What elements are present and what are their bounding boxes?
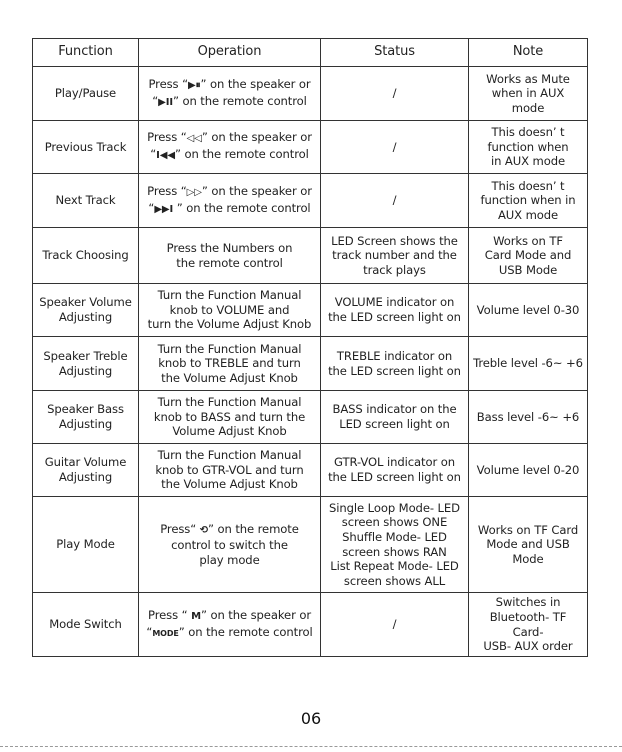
table-row (33, 121, 588, 174)
mode-remote-icon: MODE (152, 628, 179, 638)
note-cell: Bass level -6~ +6 (469, 391, 588, 444)
previous-speaker-icon: ◁◁ (186, 133, 202, 145)
status-cell: / (321, 67, 469, 121)
next-remote-icon: ▶▶I (154, 203, 174, 215)
table-row (33, 228, 588, 284)
page-edge-divider (0, 746, 622, 747)
note-cell: This doesn’ t function when in AUX mode (469, 174, 588, 228)
status-cell: / (321, 174, 469, 228)
note-cell: Works as Mute when in AUX mode (469, 67, 588, 121)
function-cell: Speaker Treble Adjusting (33, 337, 139, 391)
header-function: Function (33, 39, 139, 67)
operation-cell: Turn the Function Manual knob to VOLUME and turn the Volume Adjust Knob (139, 284, 321, 337)
table-row (33, 174, 588, 228)
operation-cell: Press “ M” on the speaker or “MODE” on the remote control (139, 593, 321, 657)
page-number: 06 (300, 709, 322, 728)
function-cell: Speaker Bass Adjusting (33, 391, 139, 444)
status-cell: GTR-VOL indicator on the LED screen light on (321, 444, 469, 497)
function-cell: Play Mode (33, 497, 139, 593)
note-cell: Works on TF Card Mode and USB Mode (469, 497, 588, 593)
header-status: Status (321, 39, 469, 67)
note-cell: Volume level 0-30 (469, 284, 588, 337)
operation-cell: Press “◁◁” on the speaker or “I◀◀” on the remote control (139, 121, 321, 174)
table-header-row (33, 39, 588, 67)
note-cell: Works on TF Card Mode and USB Mode (469, 228, 588, 284)
table-row (33, 391, 588, 444)
function-cell: Next Track (33, 174, 139, 228)
status-cell: VOLUME indicator on the LED screen light on (321, 284, 469, 337)
function-cell: Previous Track (33, 121, 139, 174)
operation-cell: Press “▶⏸” on the speaker or “▶II” on the remote control (139, 67, 321, 121)
operation-cell: Turn the Function Manual knob to BASS and turn the Volume Adjust Knob (139, 391, 321, 444)
table-row (33, 444, 588, 497)
play-pause-speaker-icon: ▶⏸ (188, 79, 201, 91)
status-cell: / (321, 593, 469, 657)
status-cell: / (321, 121, 469, 174)
status-cell: Single Loop Mode- LED screen shows ONE Shuffle Mode- LED screen shows RAN List Repeat Mode- LED screen shows ALL (321, 497, 469, 593)
function-cell: Guitar Volume Adjusting (33, 444, 139, 497)
table-row (33, 497, 588, 593)
play-pause-remote-icon: ▶II (158, 96, 173, 108)
previous-remote-icon: I◀◀ (156, 150, 175, 161)
function-cell: Speaker Volume Adjusting (33, 284, 139, 337)
operation-cell: Turn the Function Manual knob to GTR-VOL and turn the Volume Adjust Knob (139, 444, 321, 497)
note-cell: Volume level 0-20 (469, 444, 588, 497)
table-row (33, 284, 588, 337)
operation-cell: Press the Numbers on the remote control (139, 228, 321, 284)
header-operation: Operation (139, 39, 321, 67)
note-cell: This doesn’ t function when in AUX mode (469, 121, 588, 174)
mode-speaker-icon: M (191, 610, 201, 622)
operation-cell: Press“ ⟲” on the remote control to switch the play mode (139, 497, 321, 593)
status-cell: BASS indicator on the LED screen light on (321, 391, 469, 444)
note-cell: Switches in Bluetooth- TF Card- USB- AUX order (469, 593, 588, 657)
header-note: Note (469, 39, 588, 67)
table-row (33, 337, 588, 391)
function-cell: Play/Pause (33, 67, 139, 121)
operation-cell: Turn the Function Manual knob to TREBLE and turn the Volume Adjust Knob (139, 337, 321, 391)
status-cell: TREBLE indicator on the LED screen light on (321, 337, 469, 391)
function-cell: Mode Switch (33, 593, 139, 657)
table-row (33, 593, 588, 657)
next-speaker-icon: ▷▷ (186, 186, 202, 198)
table-row (33, 67, 588, 121)
function-table (32, 38, 588, 657)
note-cell: Treble level -6~ +6 (469, 337, 588, 391)
operation-cell: Press “▷▷” on the speaker or “▶▶I ” on the remote control (139, 174, 321, 228)
repeat-icon: ⟲ (199, 524, 209, 536)
status-cell: LED Screen shows the track number and the track plays (321, 228, 469, 284)
function-cell: Track Choosing (33, 228, 139, 284)
